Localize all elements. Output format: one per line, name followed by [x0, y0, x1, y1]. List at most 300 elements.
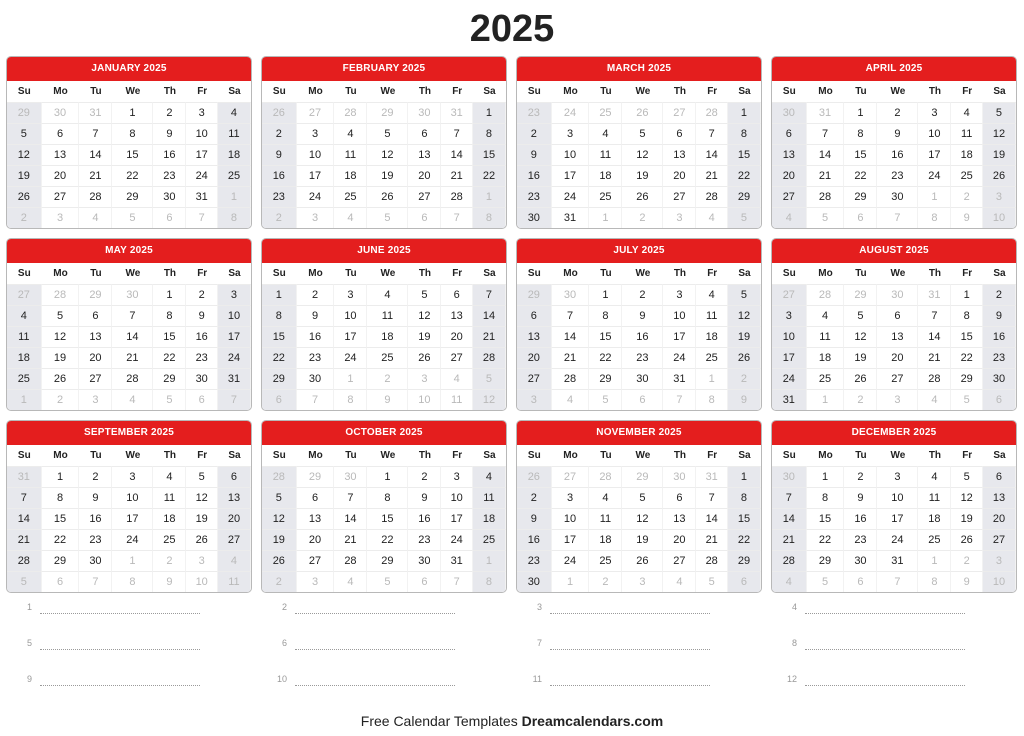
- day-cell[interactable]: 15: [951, 326, 982, 347]
- day-cell[interactable]: 9: [153, 123, 186, 144]
- day-cell[interactable]: 2: [589, 571, 622, 592]
- day-cell[interactable]: 27: [218, 529, 251, 550]
- day-cell[interactable]: 21: [112, 347, 153, 368]
- day-cell[interactable]: 31: [663, 368, 696, 389]
- day-cell[interactable]: 4: [473, 466, 506, 487]
- day-cell[interactable]: 10: [983, 571, 1016, 592]
- day-cell[interactable]: 11: [589, 508, 622, 529]
- day-cell[interactable]: 24: [552, 186, 590, 207]
- day-cell[interactable]: 21: [552, 347, 590, 368]
- note-line-item[interactable]: [261, 598, 507, 634]
- note-dotted-line[interactable]: [40, 639, 200, 650]
- day-cell[interactable]: 13: [297, 508, 335, 529]
- day-cell[interactable]: 4: [334, 571, 367, 592]
- day-cell[interactable]: 27: [42, 186, 80, 207]
- day-cell[interactable]: 23: [297, 347, 335, 368]
- day-cell[interactable]: 19: [728, 326, 761, 347]
- day-cell[interactable]: 31: [696, 466, 727, 487]
- day-cell[interactable]: 12: [622, 144, 663, 165]
- day-cell[interactable]: 31: [441, 550, 472, 571]
- day-cell[interactable]: 25: [807, 368, 845, 389]
- day-cell[interactable]: 8: [367, 487, 408, 508]
- day-cell[interactable]: 6: [42, 123, 80, 144]
- day-cell[interactable]: 19: [367, 165, 408, 186]
- day-cell[interactable]: 21: [696, 529, 727, 550]
- day-cell[interactable]: 25: [153, 529, 186, 550]
- day-cell[interactable]: 28: [42, 284, 80, 305]
- day-cell[interactable]: 3: [622, 571, 663, 592]
- day-cell[interactable]: 4: [153, 466, 186, 487]
- day-cell[interactable]: 28: [334, 102, 367, 123]
- day-cell[interactable]: 31: [441, 102, 472, 123]
- day-cell[interactable]: 1: [918, 186, 951, 207]
- day-cell[interactable]: 21: [696, 165, 727, 186]
- day-cell[interactable]: 8: [918, 207, 951, 228]
- day-cell[interactable]: 16: [153, 144, 186, 165]
- day-cell[interactable]: 24: [552, 102, 590, 123]
- day-cell[interactable]: 20: [297, 529, 335, 550]
- day-cell[interactable]: 10: [334, 305, 367, 326]
- day-cell[interactable]: 13: [408, 144, 441, 165]
- day-cell[interactable]: 22: [728, 165, 761, 186]
- day-cell[interactable]: 3: [877, 466, 918, 487]
- day-cell[interactable]: 8: [807, 487, 845, 508]
- day-cell[interactable]: 17: [218, 326, 251, 347]
- note-dotted-line[interactable]: [295, 639, 455, 650]
- day-cell[interactable]: 29: [153, 368, 186, 389]
- day-cell[interactable]: 8: [589, 305, 622, 326]
- day-cell[interactable]: 29: [951, 368, 982, 389]
- day-cell[interactable]: 12: [367, 144, 408, 165]
- day-cell[interactable]: 7: [7, 487, 42, 508]
- day-cell[interactable]: 26: [7, 186, 42, 207]
- day-cell[interactable]: 27: [663, 102, 696, 123]
- day-cell[interactable]: 20: [877, 347, 918, 368]
- day-cell[interactable]: 3: [517, 389, 552, 410]
- day-cell[interactable]: 22: [112, 165, 153, 186]
- day-cell[interactable]: 11: [696, 305, 727, 326]
- day-cell[interactable]: 11: [473, 487, 506, 508]
- day-cell[interactable]: 12: [186, 487, 217, 508]
- day-cell[interactable]: 4: [589, 487, 622, 508]
- day-cell[interactable]: 5: [844, 305, 877, 326]
- day-cell[interactable]: 21: [7, 529, 42, 550]
- day-cell[interactable]: 9: [186, 305, 217, 326]
- day-cell[interactable]: 1: [589, 207, 622, 228]
- day-cell[interactable]: 8: [728, 487, 761, 508]
- day-cell[interactable]: 4: [218, 550, 251, 571]
- day-cell[interactable]: 30: [622, 368, 663, 389]
- day-cell[interactable]: 16: [877, 144, 918, 165]
- day-cell[interactable]: 25: [334, 186, 367, 207]
- day-cell[interactable]: 1: [696, 368, 727, 389]
- day-cell[interactable]: 11: [589, 144, 622, 165]
- day-cell[interactable]: 16: [297, 326, 335, 347]
- day-cell[interactable]: 8: [951, 305, 982, 326]
- day-cell[interactable]: 11: [153, 487, 186, 508]
- day-cell[interactable]: 23: [517, 102, 552, 123]
- day-cell[interactable]: 8: [918, 571, 951, 592]
- day-cell[interactable]: 2: [79, 466, 112, 487]
- day-cell[interactable]: 21: [473, 326, 506, 347]
- day-cell[interactable]: 27: [983, 529, 1016, 550]
- day-cell[interactable]: 3: [663, 284, 696, 305]
- day-cell[interactable]: 7: [79, 123, 112, 144]
- day-cell[interactable]: 15: [153, 326, 186, 347]
- day-cell[interactable]: 7: [79, 571, 112, 592]
- day-cell[interactable]: 10: [186, 123, 217, 144]
- day-cell[interactable]: 4: [663, 571, 696, 592]
- day-cell[interactable]: 25: [473, 529, 506, 550]
- day-cell[interactable]: 3: [186, 102, 217, 123]
- day-cell[interactable]: 6: [408, 571, 441, 592]
- day-cell[interactable]: 29: [42, 550, 80, 571]
- day-cell[interactable]: 2: [622, 207, 663, 228]
- day-cell[interactable]: 10: [218, 305, 251, 326]
- day-cell[interactable]: 4: [7, 305, 42, 326]
- day-cell[interactable]: 22: [589, 347, 622, 368]
- note-dotted-line[interactable]: [550, 603, 710, 614]
- day-cell[interactable]: 14: [552, 326, 590, 347]
- note-dotted-line[interactable]: [295, 675, 455, 686]
- day-cell[interactable]: 23: [262, 186, 297, 207]
- day-cell[interactable]: 5: [473, 368, 506, 389]
- day-cell[interactable]: 15: [728, 508, 761, 529]
- note-line-item[interactable]: [771, 598, 1017, 634]
- day-cell[interactable]: 18: [918, 508, 951, 529]
- day-cell[interactable]: 5: [622, 123, 663, 144]
- day-cell[interactable]: 22: [807, 529, 845, 550]
- day-cell[interactable]: 3: [772, 305, 807, 326]
- day-cell[interactable]: 19: [983, 144, 1016, 165]
- day-cell[interactable]: 21: [441, 165, 472, 186]
- day-cell[interactable]: 5: [807, 207, 845, 228]
- day-cell[interactable]: 9: [79, 487, 112, 508]
- day-cell[interactable]: 8: [42, 487, 80, 508]
- day-cell[interactable]: 13: [877, 326, 918, 347]
- day-cell[interactable]: 5: [622, 487, 663, 508]
- day-cell[interactable]: 12: [262, 508, 297, 529]
- day-cell[interactable]: 29: [728, 550, 761, 571]
- day-cell[interactable]: 6: [186, 389, 217, 410]
- day-cell[interactable]: 16: [517, 529, 552, 550]
- day-cell[interactable]: 4: [441, 368, 472, 389]
- day-cell[interactable]: 28: [589, 466, 622, 487]
- day-cell[interactable]: 5: [7, 571, 42, 592]
- day-cell[interactable]: 7: [441, 207, 472, 228]
- day-cell[interactable]: 29: [297, 466, 335, 487]
- day-cell[interactable]: 13: [663, 508, 696, 529]
- day-cell[interactable]: 9: [262, 144, 297, 165]
- day-cell[interactable]: 8: [334, 389, 367, 410]
- day-cell[interactable]: 24: [772, 368, 807, 389]
- day-cell[interactable]: 23: [517, 186, 552, 207]
- note-dotted-line[interactable]: [295, 603, 455, 614]
- day-cell[interactable]: 20: [983, 508, 1016, 529]
- day-cell[interactable]: 29: [844, 186, 877, 207]
- day-cell[interactable]: 4: [918, 389, 951, 410]
- day-cell[interactable]: 23: [408, 529, 441, 550]
- day-cell[interactable]: 4: [334, 123, 367, 144]
- day-cell[interactable]: 2: [951, 186, 982, 207]
- day-cell[interactable]: 9: [983, 305, 1016, 326]
- day-cell[interactable]: 26: [844, 368, 877, 389]
- day-cell[interactable]: 8: [262, 305, 297, 326]
- day-cell[interactable]: 9: [728, 389, 761, 410]
- day-cell[interactable]: 6: [844, 571, 877, 592]
- day-cell[interactable]: 6: [408, 207, 441, 228]
- day-cell[interactable]: 18: [473, 508, 506, 529]
- day-cell[interactable]: 19: [7, 165, 42, 186]
- day-cell[interactable]: 25: [918, 529, 951, 550]
- day-cell[interactable]: 13: [42, 144, 80, 165]
- day-cell[interactable]: 1: [473, 186, 506, 207]
- day-cell[interactable]: 28: [112, 368, 153, 389]
- day-cell[interactable]: 3: [218, 284, 251, 305]
- day-cell[interactable]: 5: [367, 123, 408, 144]
- day-cell[interactable]: 23: [153, 165, 186, 186]
- day-cell[interactable]: 2: [153, 102, 186, 123]
- day-cell[interactable]: 30: [877, 284, 918, 305]
- day-cell[interactable]: 7: [552, 305, 590, 326]
- day-cell[interactable]: 27: [7, 284, 42, 305]
- day-cell[interactable]: 3: [297, 207, 335, 228]
- day-cell[interactable]: 22: [728, 529, 761, 550]
- day-cell[interactable]: 30: [153, 186, 186, 207]
- day-cell[interactable]: 27: [517, 368, 552, 389]
- day-cell[interactable]: 8: [153, 305, 186, 326]
- day-cell[interactable]: 1: [262, 284, 297, 305]
- day-cell[interactable]: 4: [552, 389, 590, 410]
- day-cell[interactable]: 1: [951, 284, 982, 305]
- day-cell[interactable]: 1: [153, 284, 186, 305]
- day-cell[interactable]: 30: [408, 102, 441, 123]
- day-cell[interactable]: 30: [772, 466, 807, 487]
- day-cell[interactable]: 5: [367, 571, 408, 592]
- day-cell[interactable]: 5: [112, 207, 153, 228]
- note-dotted-line[interactable]: [550, 639, 710, 650]
- day-cell[interactable]: 3: [334, 284, 367, 305]
- day-cell[interactable]: 22: [844, 165, 877, 186]
- day-cell[interactable]: 12: [728, 305, 761, 326]
- day-cell[interactable]: 6: [983, 466, 1016, 487]
- day-cell[interactable]: 26: [728, 347, 761, 368]
- day-cell[interactable]: 8: [473, 123, 506, 144]
- note-dotted-line[interactable]: [550, 675, 710, 686]
- day-cell[interactable]: 31: [7, 466, 42, 487]
- day-cell[interactable]: 31: [877, 550, 918, 571]
- day-cell[interactable]: 28: [807, 186, 845, 207]
- day-cell[interactable]: 24: [918, 165, 951, 186]
- day-cell[interactable]: 27: [663, 186, 696, 207]
- day-cell[interactable]: 3: [918, 102, 951, 123]
- note-line-item[interactable]: [261, 634, 507, 670]
- day-cell[interactable]: 3: [552, 123, 590, 144]
- day-cell[interactable]: 2: [844, 389, 877, 410]
- day-cell[interactable]: 27: [772, 186, 807, 207]
- day-cell[interactable]: 2: [622, 284, 663, 305]
- day-cell[interactable]: 14: [7, 508, 42, 529]
- day-cell[interactable]: 24: [663, 347, 696, 368]
- day-cell[interactable]: 15: [844, 144, 877, 165]
- day-cell[interactable]: 2: [7, 207, 42, 228]
- day-cell[interactable]: 19: [622, 529, 663, 550]
- day-cell[interactable]: 23: [622, 347, 663, 368]
- day-cell[interactable]: 19: [408, 326, 441, 347]
- day-cell[interactable]: 16: [844, 508, 877, 529]
- day-cell[interactable]: 4: [218, 102, 251, 123]
- day-cell[interactable]: 17: [186, 144, 217, 165]
- day-cell[interactable]: 28: [918, 368, 951, 389]
- day-cell[interactable]: 22: [951, 347, 982, 368]
- day-cell[interactable]: 26: [186, 529, 217, 550]
- day-cell[interactable]: 23: [186, 347, 217, 368]
- day-cell[interactable]: 28: [552, 368, 590, 389]
- day-cell[interactable]: 23: [844, 529, 877, 550]
- day-cell[interactable]: 13: [79, 326, 112, 347]
- day-cell[interactable]: 1: [473, 550, 506, 571]
- day-cell[interactable]: 29: [112, 186, 153, 207]
- day-cell[interactable]: 30: [552, 284, 590, 305]
- note-line-item[interactable]: [516, 598, 762, 634]
- day-cell[interactable]: 2: [262, 207, 297, 228]
- day-cell[interactable]: 20: [79, 347, 112, 368]
- day-cell[interactable]: 3: [297, 571, 335, 592]
- day-cell[interactable]: 16: [517, 165, 552, 186]
- day-cell[interactable]: 7: [473, 284, 506, 305]
- day-cell[interactable]: 20: [663, 529, 696, 550]
- day-cell[interactable]: 11: [367, 305, 408, 326]
- day-cell[interactable]: 20: [441, 326, 472, 347]
- day-cell[interactable]: 16: [262, 165, 297, 186]
- day-cell[interactable]: 25: [589, 186, 622, 207]
- day-cell[interactable]: 28: [807, 284, 845, 305]
- day-cell[interactable]: 20: [218, 508, 251, 529]
- day-cell[interactable]: 12: [983, 123, 1016, 144]
- day-cell[interactable]: 7: [696, 123, 727, 144]
- day-cell[interactable]: 30: [983, 368, 1016, 389]
- day-cell[interactable]: 1: [728, 466, 761, 487]
- day-cell[interactable]: 7: [334, 487, 367, 508]
- day-cell[interactable]: 18: [696, 326, 727, 347]
- day-cell[interactable]: 18: [334, 165, 367, 186]
- day-cell[interactable]: 1: [7, 389, 42, 410]
- day-cell[interactable]: 23: [877, 165, 918, 186]
- day-cell[interactable]: 17: [297, 165, 335, 186]
- day-cell[interactable]: 31: [552, 207, 590, 228]
- day-cell[interactable]: 10: [441, 487, 472, 508]
- day-cell[interactable]: 13: [983, 487, 1016, 508]
- day-cell[interactable]: 28: [441, 186, 472, 207]
- day-cell[interactable]: 6: [622, 389, 663, 410]
- day-cell[interactable]: 5: [728, 207, 761, 228]
- day-cell[interactable]: 10: [983, 207, 1016, 228]
- day-cell[interactable]: 10: [112, 487, 153, 508]
- day-cell[interactable]: 22: [473, 165, 506, 186]
- day-cell[interactable]: 9: [517, 144, 552, 165]
- day-cell[interactable]: 5: [408, 284, 441, 305]
- day-cell[interactable]: 29: [728, 186, 761, 207]
- day-cell[interactable]: 8: [473, 207, 506, 228]
- day-cell[interactable]: 7: [918, 305, 951, 326]
- day-cell[interactable]: 29: [517, 284, 552, 305]
- day-cell[interactable]: 7: [297, 389, 335, 410]
- day-cell[interactable]: 16: [408, 508, 441, 529]
- day-cell[interactable]: 1: [844, 102, 877, 123]
- day-cell[interactable]: 27: [408, 186, 441, 207]
- day-cell[interactable]: 3: [186, 550, 217, 571]
- day-cell[interactable]: 1: [112, 550, 153, 571]
- day-cell[interactable]: 20: [408, 165, 441, 186]
- note-line-item[interactable]: [516, 634, 762, 670]
- note-line-item[interactable]: [6, 598, 252, 634]
- footer-brand[interactable]: Dreamcalendars.com: [521, 713, 664, 729]
- day-cell[interactable]: 1: [42, 466, 80, 487]
- day-cell[interactable]: 9: [408, 487, 441, 508]
- day-cell[interactable]: 15: [589, 326, 622, 347]
- day-cell[interactable]: 8: [473, 571, 506, 592]
- day-cell[interactable]: 7: [663, 389, 696, 410]
- day-cell[interactable]: 29: [79, 284, 112, 305]
- day-cell[interactable]: 21: [334, 529, 367, 550]
- day-cell[interactable]: 13: [441, 305, 472, 326]
- day-cell[interactable]: 27: [663, 550, 696, 571]
- day-cell[interactable]: 5: [153, 389, 186, 410]
- day-cell[interactable]: 22: [153, 347, 186, 368]
- day-cell[interactable]: 4: [589, 123, 622, 144]
- day-cell[interactable]: 1: [367, 466, 408, 487]
- day-cell[interactable]: 11: [441, 389, 472, 410]
- day-cell[interactable]: 2: [262, 123, 297, 144]
- day-cell[interactable]: 2: [408, 466, 441, 487]
- day-cell[interactable]: 30: [408, 550, 441, 571]
- day-cell[interactable]: 1: [552, 571, 590, 592]
- day-cell[interactable]: 27: [877, 368, 918, 389]
- day-cell[interactable]: 17: [334, 326, 367, 347]
- day-cell[interactable]: 1: [112, 102, 153, 123]
- day-cell[interactable]: 2: [517, 487, 552, 508]
- day-cell[interactable]: 9: [153, 571, 186, 592]
- day-cell[interactable]: 26: [622, 186, 663, 207]
- day-cell[interactable]: 9: [951, 207, 982, 228]
- day-cell[interactable]: 8: [218, 207, 251, 228]
- day-cell[interactable]: 2: [877, 102, 918, 123]
- day-cell[interactable]: 6: [153, 207, 186, 228]
- day-cell[interactable]: 26: [262, 550, 297, 571]
- day-cell[interactable]: 11: [7, 326, 42, 347]
- day-cell[interactable]: 15: [473, 144, 506, 165]
- day-cell[interactable]: 21: [918, 347, 951, 368]
- day-cell[interactable]: 4: [918, 466, 951, 487]
- day-cell[interactable]: 4: [807, 305, 845, 326]
- day-cell[interactable]: 24: [218, 347, 251, 368]
- day-cell[interactable]: 5: [951, 389, 982, 410]
- day-cell[interactable]: 23: [517, 550, 552, 571]
- day-cell[interactable]: 31: [186, 186, 217, 207]
- day-cell[interactable]: 4: [79, 207, 112, 228]
- day-cell[interactable]: 4: [696, 207, 727, 228]
- day-cell[interactable]: 7: [696, 487, 727, 508]
- day-cell[interactable]: 1: [728, 102, 761, 123]
- day-cell[interactable]: 21: [79, 165, 112, 186]
- day-cell[interactable]: 10: [663, 305, 696, 326]
- day-cell[interactable]: 17: [918, 144, 951, 165]
- day-cell[interactable]: 30: [517, 207, 552, 228]
- day-cell[interactable]: 5: [696, 571, 727, 592]
- day-cell[interactable]: 7: [877, 571, 918, 592]
- day-cell[interactable]: 12: [408, 305, 441, 326]
- day-cell[interactable]: 13: [663, 144, 696, 165]
